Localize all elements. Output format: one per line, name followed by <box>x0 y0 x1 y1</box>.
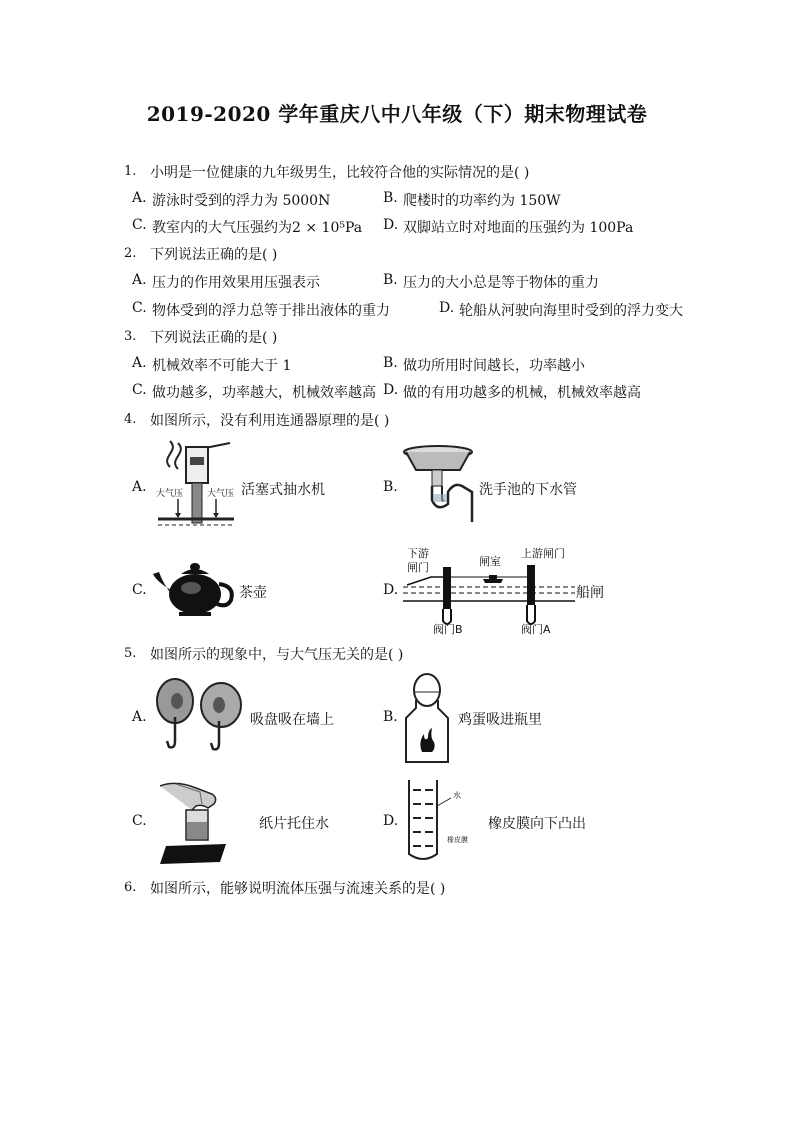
option-text: 茶壶 <box>239 585 267 601</box>
option-letter: C. <box>132 582 147 598</box>
paper-card-water-figure <box>156 774 236 866</box>
option-letter: B. <box>383 479 398 495</box>
page-title: 2019-2020 学年重庆八中八年级（下）期末物理试卷 <box>146 102 648 126</box>
fig-label: 橡皮膜 <box>447 836 468 844</box>
option-letter: B. <box>383 709 398 725</box>
option-letter: A. <box>132 479 147 495</box>
option-text: 做功越多，功率越大，机械效率越高 <box>152 385 376 401</box>
option-text: 教室内的大气压强约为2 × 10⁵Pa <box>152 220 363 236</box>
option-text: 做的有用功越多的机械，机械效率越高 <box>403 385 641 401</box>
fig-label: 水 <box>453 791 461 800</box>
fig-label: 大气压 <box>156 489 184 499</box>
option-letter: D. <box>383 217 399 233</box>
question-number: 2. <box>124 246 137 261</box>
option-text: 鸡蛋吸进瓶里 <box>458 712 542 728</box>
option-letter: A. <box>132 709 147 725</box>
question-stem: 如图所示的现象中，与大气压无关的是( ) <box>150 647 404 663</box>
fig-label: 阀门A <box>521 623 551 635</box>
option-text: 做功所用时间越长，功率越小 <box>403 358 585 374</box>
option-text: 纸片托住水 <box>259 816 329 832</box>
option-text: 洗手池的下水管 <box>479 482 577 498</box>
question-stem: 下列说法正确的是( ) <box>150 330 278 346</box>
question-number: 1. <box>124 164 137 179</box>
option-letter: C. <box>132 382 147 398</box>
question-number: 5. <box>124 646 137 661</box>
question-number: 6. <box>124 880 137 895</box>
option-letter: A. <box>132 355 147 371</box>
question-stem: 如图所示，能够说明流体压强与流速关系的是( ) <box>150 881 446 897</box>
option-text: 爬楼时的功率约为 150W <box>403 193 561 209</box>
question-stem: 下列说法正确的是( ) <box>150 247 278 263</box>
option-text: 船闸 <box>576 585 604 601</box>
teapot-figure <box>151 560 237 618</box>
rubber-membrane-tube-figure <box>403 776 475 864</box>
option-letter: C. <box>132 217 147 233</box>
option-letter: B. <box>383 190 398 206</box>
option-letter: A. <box>132 272 147 288</box>
option-letter: B. <box>383 355 398 371</box>
egg-bottle-figure <box>402 672 452 766</box>
option-text: 吸盘吸在墙上 <box>250 712 334 728</box>
question-number: 3. <box>124 329 137 344</box>
fig-label: 上游闸门 <box>521 547 565 560</box>
option-text: 活塞式抽水机 <box>241 482 325 498</box>
option-text: 轮船从河驶向海里时受到的浮力变大 <box>459 303 683 319</box>
fig-label: 下游 <box>407 547 429 560</box>
piston-pump-figure <box>150 437 242 533</box>
option-letter: D. <box>383 382 399 398</box>
question-number: 4. <box>124 412 137 427</box>
option-text: 压力的作用效果用压强表示 <box>152 275 320 291</box>
option-letter: C. <box>132 300 147 316</box>
fig-label: 闸门 <box>407 561 429 574</box>
option-text: 双脚站立时对地面的压强约为 100Pa <box>403 220 634 236</box>
sink-drain-figure <box>402 444 478 524</box>
option-letter: D. <box>383 582 399 598</box>
option-text: 机械效率不可能大于 1 <box>152 358 292 374</box>
option-letter: A. <box>132 190 147 206</box>
option-text: 压力的大小总是等于物体的重力 <box>403 275 599 291</box>
fig-label: 阀门B <box>433 623 463 635</box>
option-letter: B. <box>383 272 398 288</box>
question-stem: 如图所示，没有利用连通器原理的是( ) <box>150 413 390 429</box>
option-text: 橡皮膜向下凸出 <box>488 816 586 832</box>
option-letter: D. <box>439 300 455 316</box>
option-text: 游泳时受到的浮力为 5000N <box>152 193 331 209</box>
suction-cup-figure <box>153 677 247 757</box>
question-stem: 小明是一位健康的九年级男生，比较符合他的实际情况的是( ) <box>150 165 530 181</box>
option-text: 物体受到的浮力总等于排出液体的重力 <box>152 303 390 319</box>
fig-label: 大气压 <box>207 489 235 499</box>
option-letter: D. <box>383 813 399 829</box>
fig-label: 闸室 <box>479 555 501 568</box>
option-letter: C. <box>132 813 147 829</box>
ship-lock-figure <box>403 543 575 635</box>
